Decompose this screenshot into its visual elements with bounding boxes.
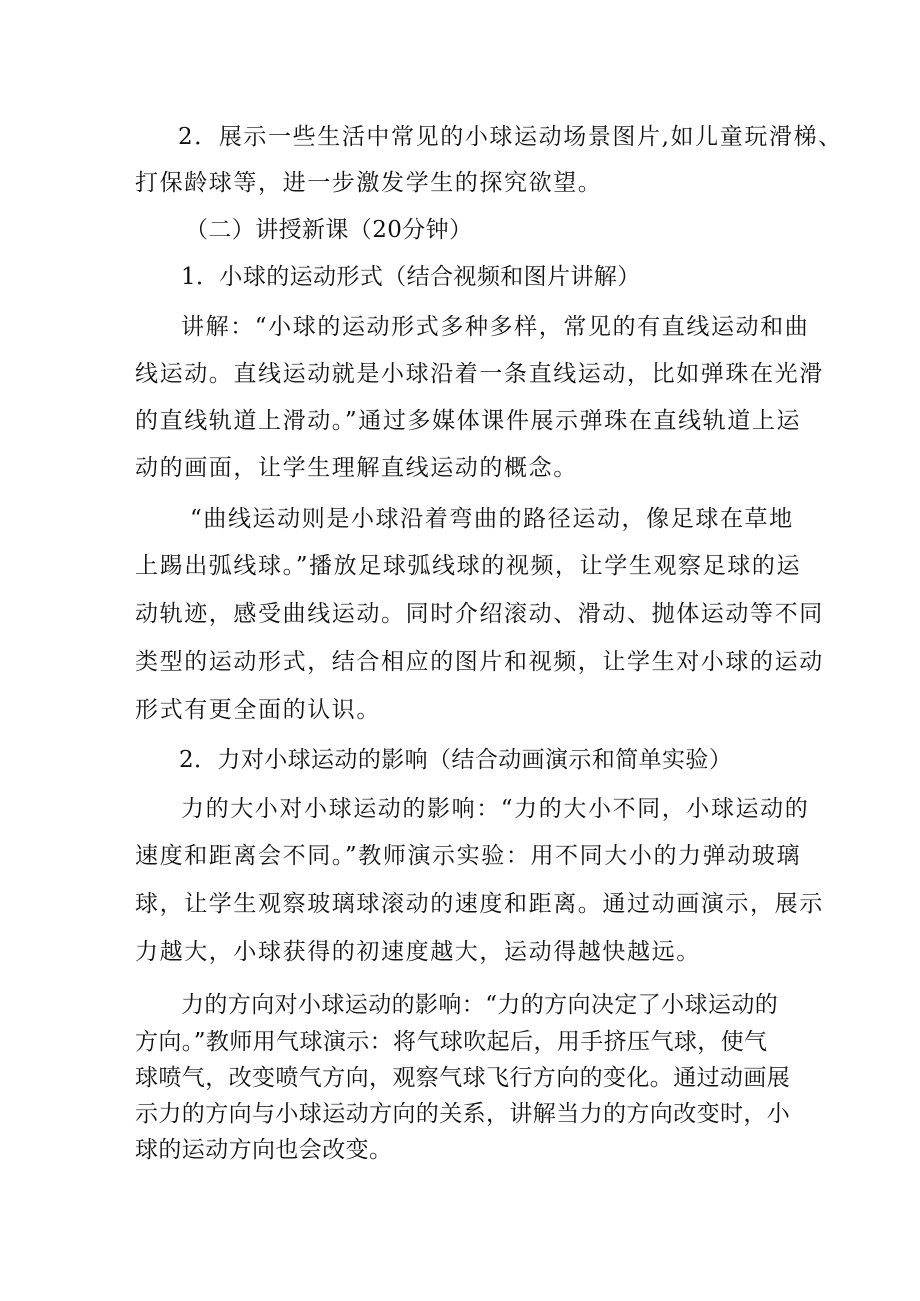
force-direction-line-1: 力的方向对小球运动的影响：“力的方向决定了小球运动的 <box>181 992 779 1018</box>
force-direction-line-2: 方向。”教师用气球演示：将气球吹起后，用手挤压气球，使气 <box>135 1029 768 1055</box>
force-direction-line-5: 球的运动方向也会改变。 <box>135 1137 393 1163</box>
curve-motion-line-2: 上踢出弧线球。”播放足球弧线球的视频，让学生观察足球的运 <box>135 553 802 579</box>
force-direction-line-4: 示力的方向与小球运动方向的关系，讲解当力的方向改变时，小 <box>135 1101 791 1127</box>
force-magnitude-line-3: 球，让学生观察玻璃球滚动的速度和距离。通过动画演示，展示 <box>135 891 824 917</box>
subheading-force-effects: 2．力对小球运动的影响（结合动画演示和简单实验） <box>179 747 733 773</box>
intro-item-2-line-1: 2．展示一些生活中常见的小球运动场景图片,如儿童玩滑梯、 <box>178 124 843 150</box>
curve-motion-line-3: 动轨迹，感受曲线运动。同时介绍滚动、滑动、抛体运动等不同 <box>135 601 824 627</box>
force-magnitude-line-4: 力越大，小球获得的初速度越大，运动得越快越远。 <box>135 939 701 965</box>
section-heading: （二）讲授新课（20分钟） <box>185 217 473 243</box>
curve-motion-line-4: 类型的运动形式，结合相应的图片和视频，让学生对小球的运动 <box>135 649 824 675</box>
force-magnitude-line-1: 力的大小对小球运动的影响：“力的大小不同，小球运动的 <box>181 796 810 822</box>
curve-motion-line-1: “曲线运动则是小球沿着弯曲的路径运动，像足球在草地 <box>190 506 794 532</box>
force-direction-line-3: 球喷气，改变喷气方向，观察气球飞行方向的变化。通过动画展 <box>135 1065 791 1091</box>
linear-motion-line-1: 讲解：“小球的运动形式多种多样，常见的有直线运动和曲 <box>181 314 810 340</box>
linear-motion-line-3: 的直线轨道上滑动。”通过多媒体课件展示弹珠在直线轨道上运 <box>135 408 802 434</box>
linear-motion-line-2: 线运动。直线运动就是小球沿着一条直线运动，比如弹珠在光滑 <box>135 361 824 387</box>
subheading-motion-forms: 1．小球的运动形式（结合视频和图片讲解） <box>181 264 641 290</box>
linear-motion-line-4: 动的画面，让学生理解直线运动的概念。 <box>135 455 578 481</box>
intro-item-2-line-2: 打保龄球等，进一步激发学生的探究欲望。 <box>135 170 603 196</box>
curve-motion-line-5: 形式有更全面的认识。 <box>135 697 381 723</box>
force-magnitude-line-2: 速度和距离会不同。”教师演示实验：用不同大小的力弹动玻璃 <box>135 843 802 869</box>
